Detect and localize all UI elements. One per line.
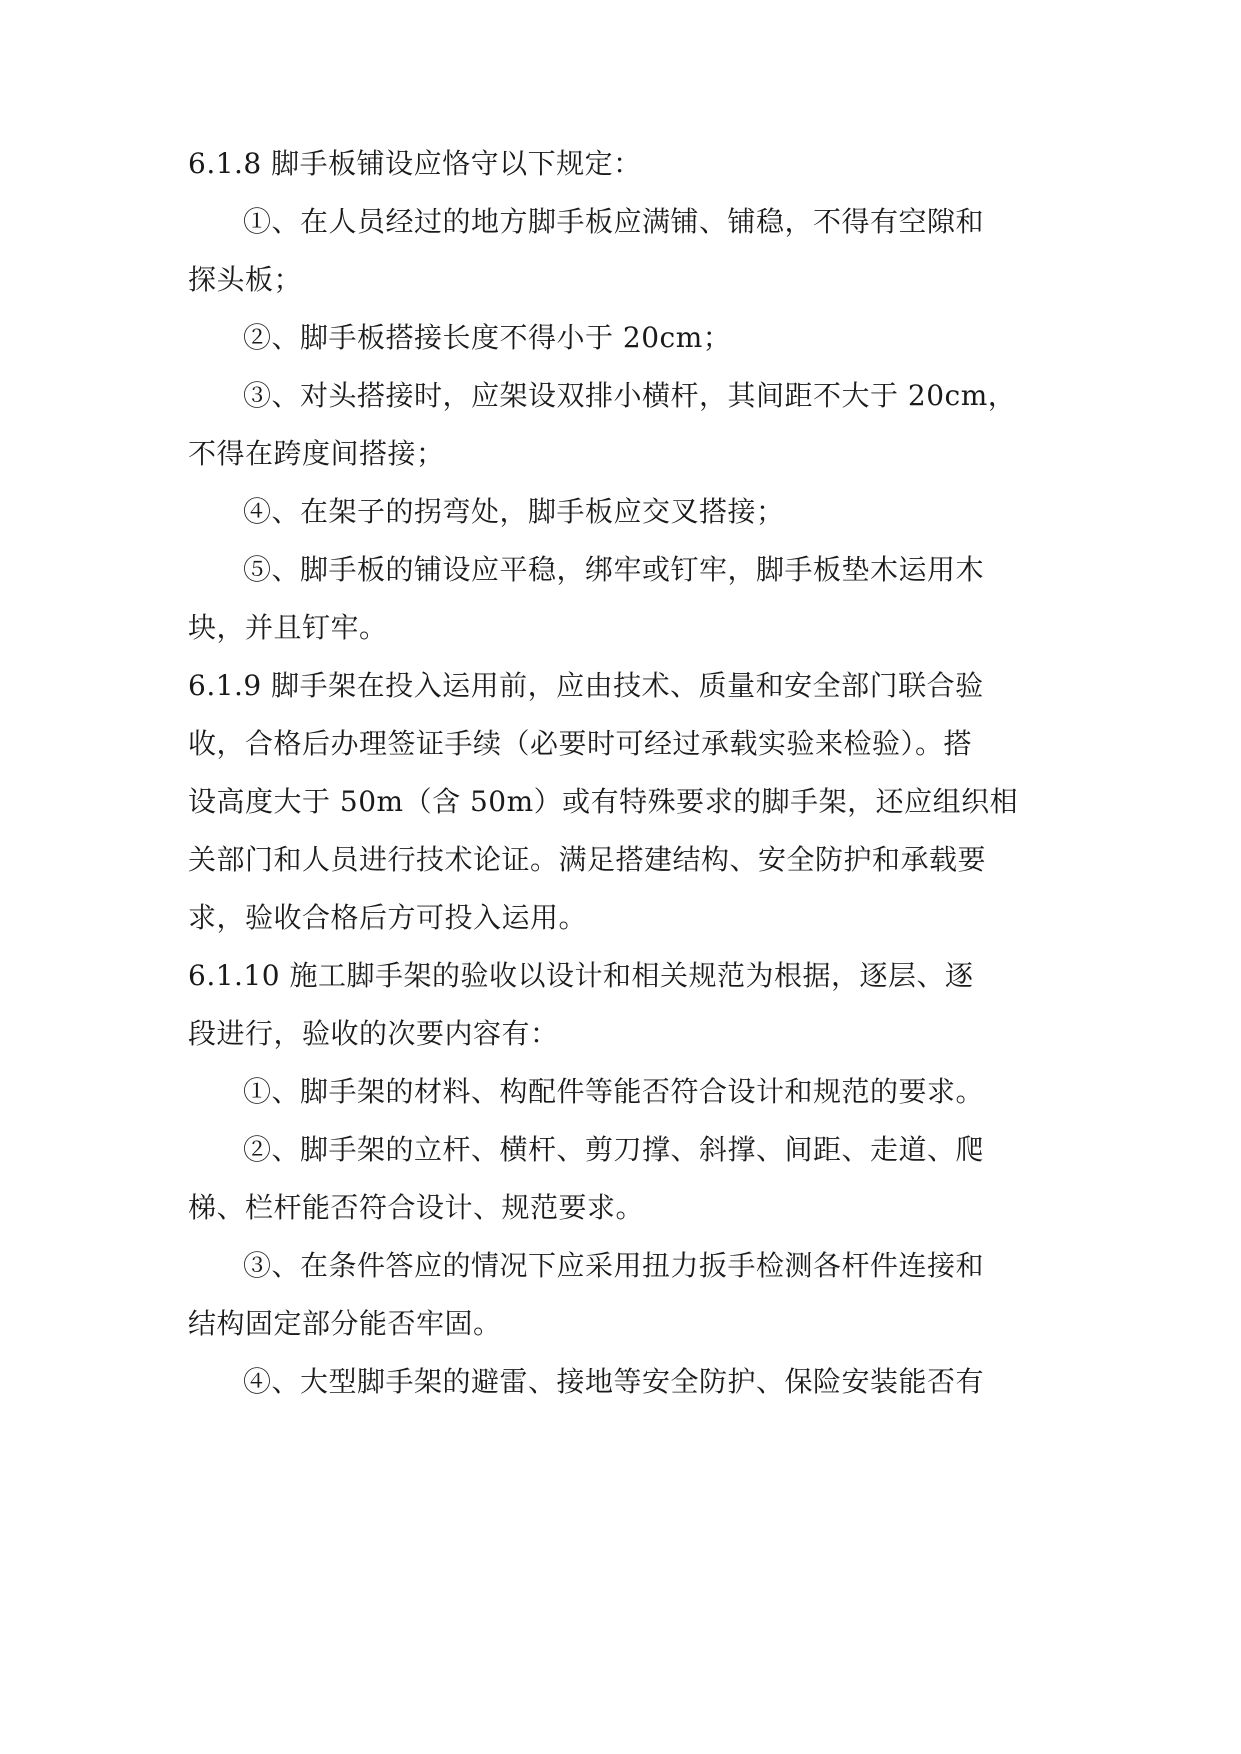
clause-6-1-10-item-1: ①、脚手架的材料、构配件等能否符合设计和规范的要求。 — [243, 1075, 985, 1108]
clause-6-1-9-paragraph-line-4: 关部门和人员进行技术论证。满足搭建结构、安全防护和承载要 — [188, 843, 987, 876]
clause-6-1-8-item-3: ③、对头搭接时，应架设双排小横杆，其间距不大于 20cm， — [243, 379, 1017, 412]
clause-6-1-10-item-4: ④、大型脚手架的避雷、接地等安全防护、保险安装能否有 — [243, 1365, 985, 1398]
clause-6-1-10-item-3-cont: 结构固定部分能否牢固。 — [188, 1307, 502, 1340]
clause-6-1-9-paragraph: 6.1.9 脚手架在投入运用前，应由技术、质量和安全部门联合验 — [188, 669, 984, 702]
clause-6-1-8-item-3-cont: 不得在跨度间搭接； — [188, 437, 445, 470]
clause-6-1-10-item-2-cont: 梯、栏杆能否符合设计、规范要求。 — [188, 1191, 645, 1224]
clause-6-1-8-item-1: ①、在人员经过的地方脚手板应满铺、铺稳，不得有空隙和 — [243, 205, 985, 238]
clause-6-1-10-heading-cont: 段进行，验收的次要内容有： — [188, 1017, 559, 1050]
clause-6-1-8-item-5-cont: 块，并且钉牢。 — [188, 611, 388, 644]
clause-6-1-10-item-2: ②、脚手架的立杆、横杆、剪刀撑、斜撑、间距、走道、爬 — [243, 1133, 985, 1166]
clause-6-1-9-paragraph-line-5: 求，验收合格后方可投入运用。 — [188, 901, 588, 934]
clause-6-1-8-heading: 6.1.8 脚手板铺设应恪守以下规定： — [188, 147, 642, 180]
clause-6-1-10-item-3: ③、在条件答应的情况下应采用扭力扳手检测各杆件连接和 — [243, 1249, 985, 1282]
clause-6-1-8-item-4: ④、在架子的拐弯处，脚手板应交叉搭接； — [243, 495, 785, 528]
clause-6-1-8-item-2: ②、脚手板搭接长度不得小于 20cm； — [243, 321, 732, 354]
clause-6-1-9-paragraph-line-2: 收，合格后办理签证手续（必要时可经过承载实验来检验）。搭 — [188, 727, 973, 760]
clause-6-1-8-item-1-cont: 探头板； — [188, 263, 303, 296]
clause-6-1-10-heading: 6.1.10 施工脚手架的验收以设计和相关规范为根据，逐层、逐 — [188, 959, 974, 992]
clause-6-1-9-paragraph-line-3: 设高度大于 50m（含 50m）或有特殊要求的脚手架，还应组织相 — [188, 785, 1019, 818]
clause-6-1-8-item-5: ⑤、脚手板的铺设应平稳，绑牢或钉牢，脚手板垫木运用木 — [243, 553, 985, 586]
